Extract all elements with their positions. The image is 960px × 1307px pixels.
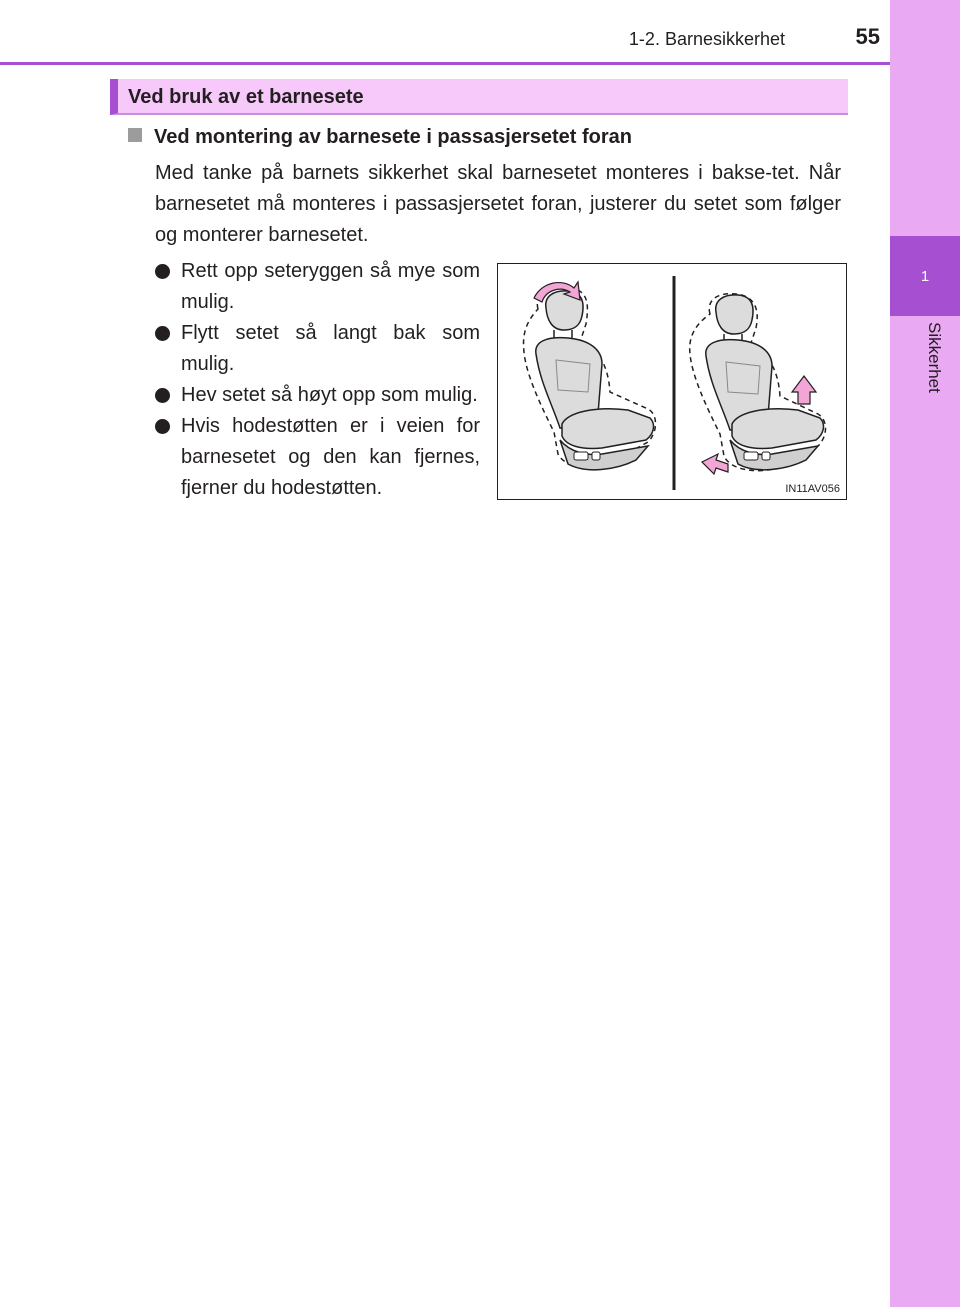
seat-illustration-svg xyxy=(498,264,846,499)
right-seat-icon xyxy=(690,294,826,474)
seat-adjustment-illustration xyxy=(497,263,847,500)
page-number: 55 xyxy=(855,24,880,49)
subheading-text: Ved montering av barnesete i passasjersetet foran xyxy=(154,126,632,148)
left-seat-icon xyxy=(524,282,656,470)
chapter-sidebar xyxy=(890,0,960,1307)
list-item xyxy=(155,411,480,504)
list-item-text: Hvis hodestøtten er i veien for barnesetet og den kan fjernes, fjerner du hodestøtten. xyxy=(181,415,480,499)
filled-circle-bullet-icon xyxy=(155,419,170,434)
subheading xyxy=(128,126,848,149)
section-title-bar xyxy=(110,79,848,115)
list-item xyxy=(155,256,480,318)
chapter-title: Sikkerhet xyxy=(925,322,944,393)
section-title: Ved bruk av et barnesete xyxy=(128,86,364,108)
list-item xyxy=(155,318,480,380)
list-item-text: Rett opp seteryggen så mye som mulig. xyxy=(181,260,480,313)
gray-square-icon xyxy=(128,128,142,142)
chapter-number-tab[interactable]: 1 xyxy=(890,236,960,316)
list-item xyxy=(155,380,480,411)
filled-circle-bullet-icon xyxy=(155,264,170,279)
filled-circle-bullet-icon xyxy=(155,388,170,403)
instruction-list xyxy=(155,256,480,504)
header-section-title: 1-2. Barnesikkerhet xyxy=(628,29,785,49)
list-item-text: Flytt setet så langt bak som mulig. xyxy=(181,322,480,375)
figure-code: IN11AV056 xyxy=(785,483,840,495)
filled-circle-bullet-icon xyxy=(155,326,170,341)
intro-paragraph: Med tanke på barnets sikkerhet skal barnesetet monteres i bakse-tet. Når barnesetet må monteres i passasjersetet foran, justerer du setet som følger og monterer barnesetet. xyxy=(155,162,841,246)
list-item-text: Hev setet så høyt opp som mulig. xyxy=(181,384,478,406)
header-divider xyxy=(0,62,890,65)
